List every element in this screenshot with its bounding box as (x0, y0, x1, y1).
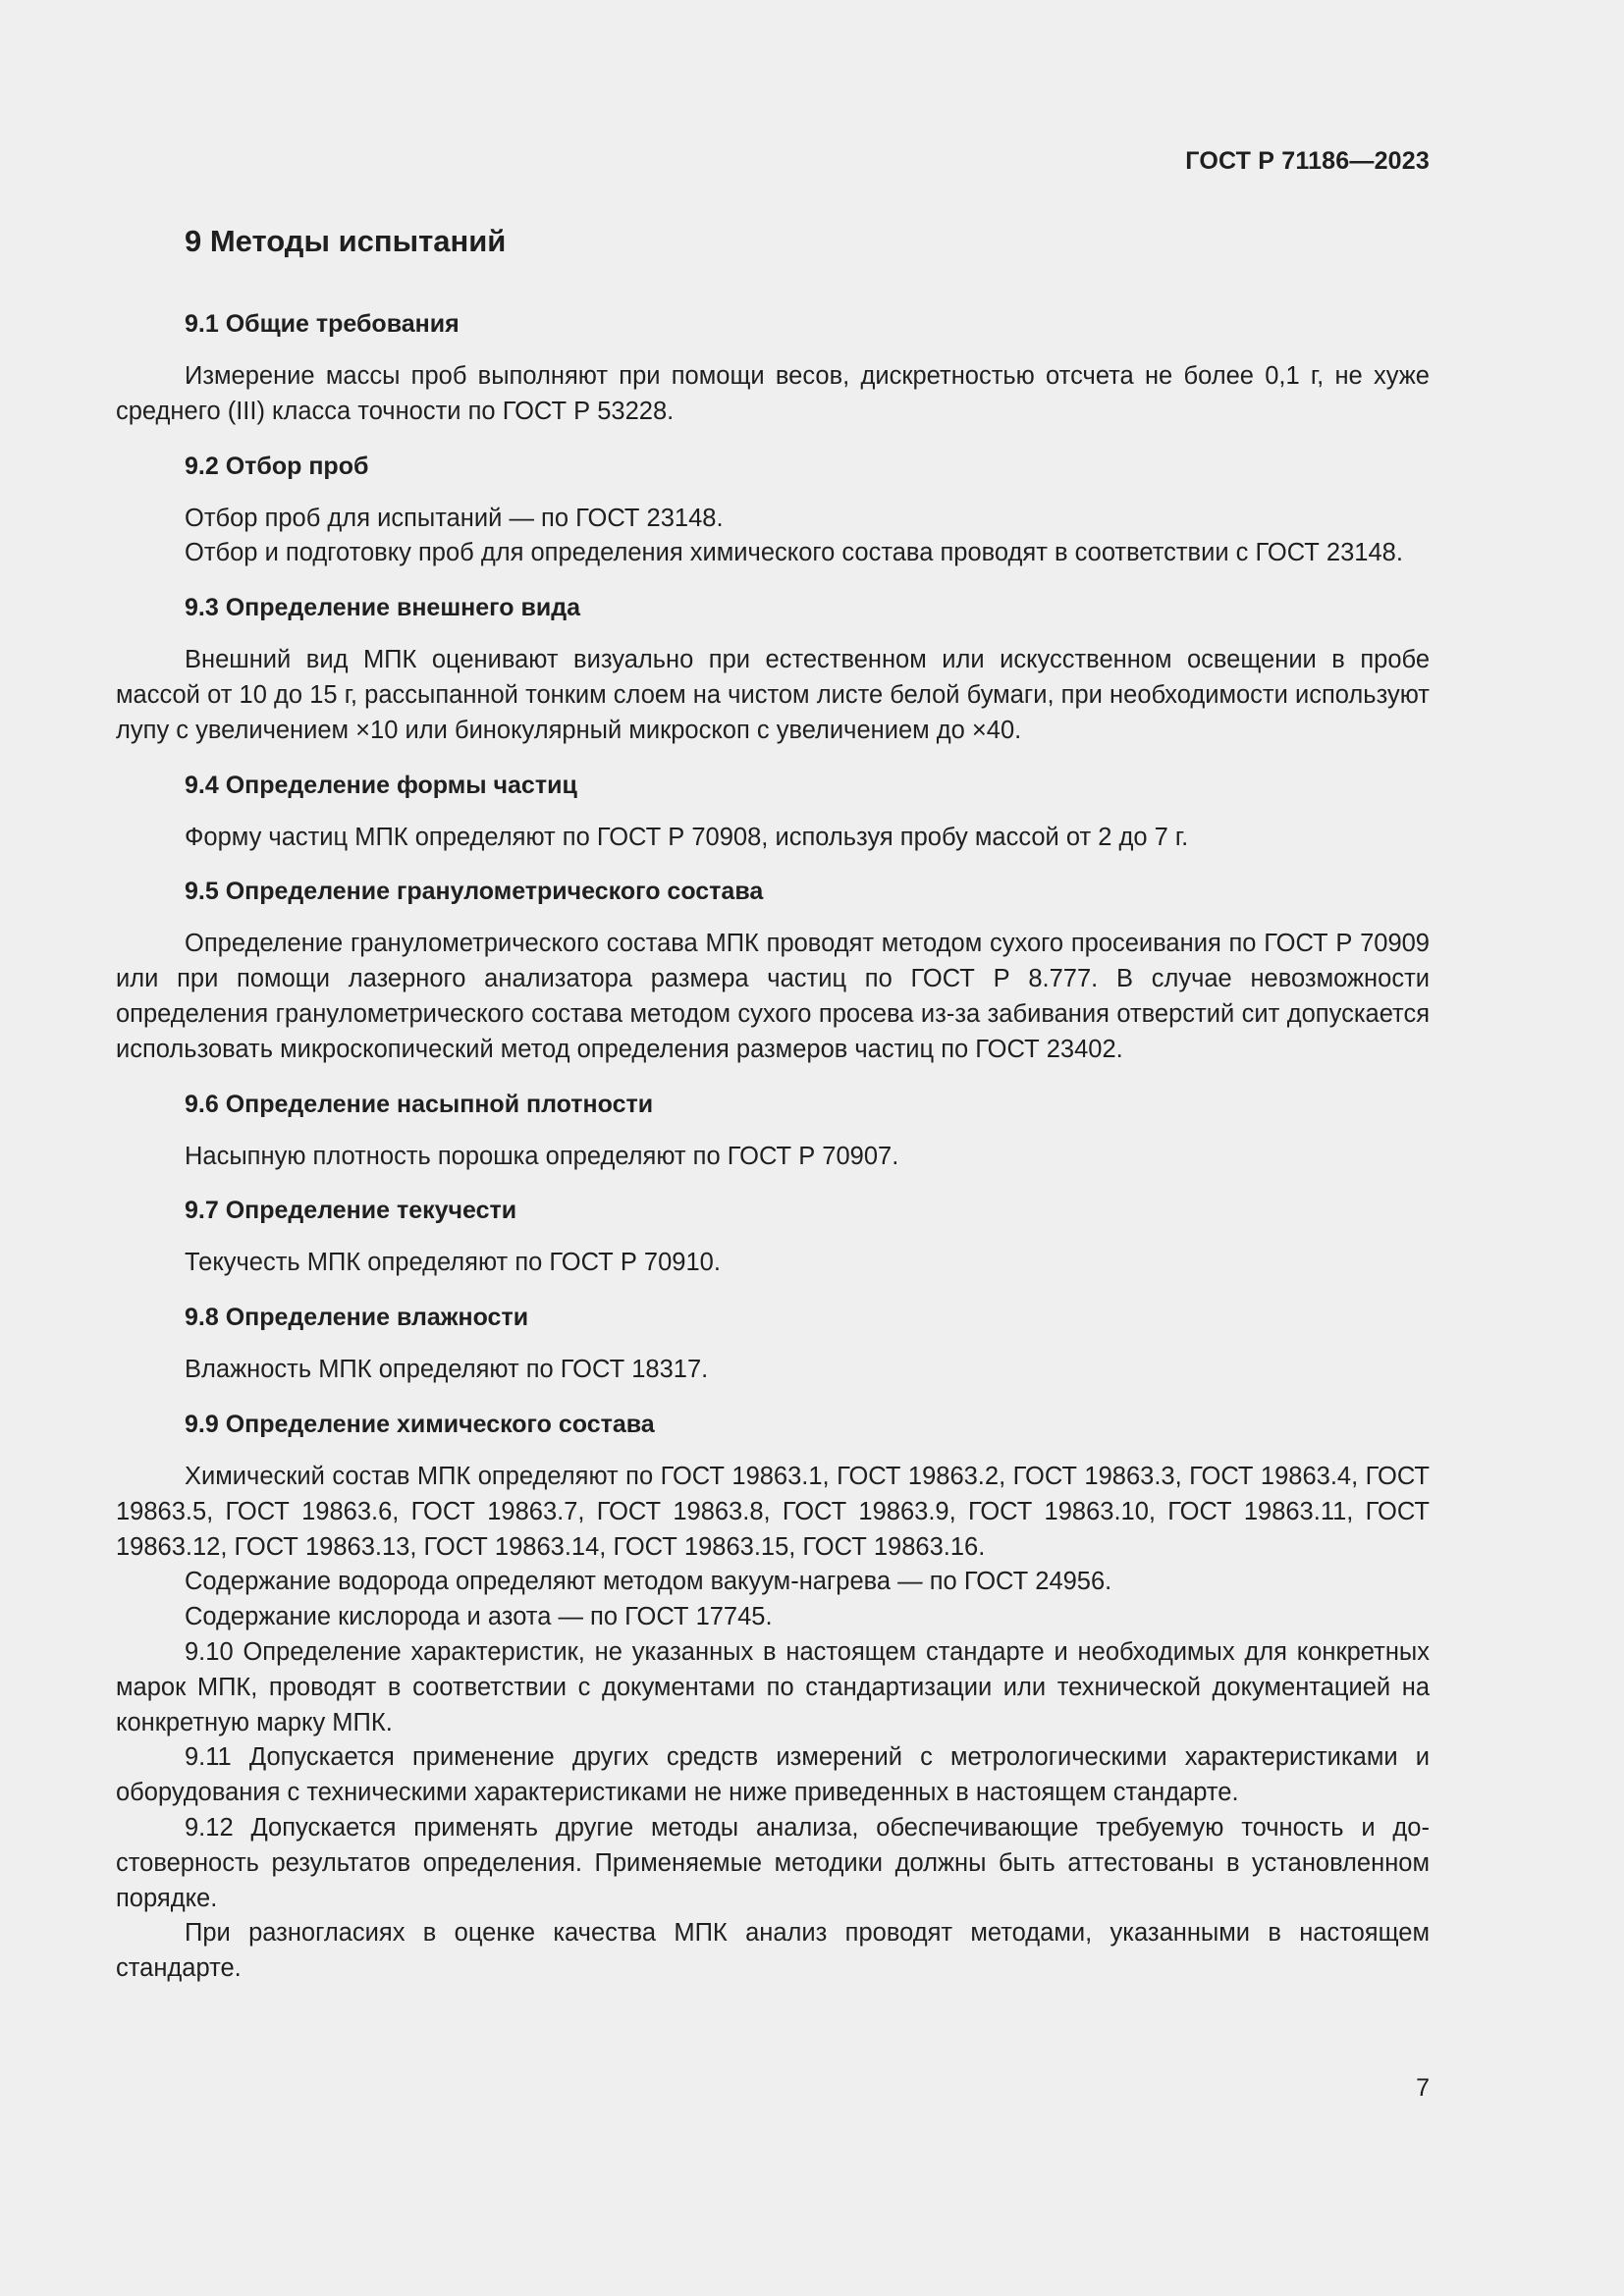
paragraph: Измерение массы проб выполняют при помощи весов, дискретностью отсчета не более 0,1 г, не хуже среднего (III) класса точности по ГОСТ Р 53228. (116, 362, 1430, 425)
section-heading: 9.4 Определение формы частиц (185, 771, 577, 799)
paragraph: Форму частиц МПК определяют по ГОСТ Р 70908, используя пробу массой от 2 до 7 г. (185, 823, 1189, 851)
chapter-title: 9 Методы испытаний (185, 224, 507, 258)
section-9-2 (116, 449, 1430, 572)
section-9-6 (116, 1087, 1430, 1175)
page-number: 7 (1416, 2074, 1430, 2102)
section-9-7 (116, 1193, 1430, 1281)
document-code-header: ГОСТ Р 71186—2023 (1185, 147, 1430, 175)
paragraph: 9.12 Допускается применять другие методы анализа, обеспечивающие требуемую точность и достоверность результатов определения. Применяемые методики должны быть аттестованы в установленном порядке. (116, 1813, 1430, 1912)
paragraph: Внешний вид МПК оценивают визуально при естественном или искусственном освещении в пробе массой от 10 до 15 г, рассыпанной тонким слоем на чистом листе белой бумаги, при необходимости используют лупу с увеличением ×10 или бинокулярный микроскоп с увеличением до ×40. (116, 646, 1430, 744)
section-heading: 9.9 Определение химического состава (185, 1410, 655, 1438)
paragraph: Химический состав МПК определяют по ГОСТ 19863.1, ГОСТ 19863.2, ГОСТ 19863.3, ГОСТ 19863.4, ГОСТ 19863.5, ГОСТ 19863.6, ГОСТ 19863.7, ГОСТ 19863.8, ГОСТ 19863.9, ГОСТ 19863.10, ГОСТ 19863.11, ГОСТ 19863.12, ГОСТ 19863.13, ГОСТ 19863.14, ГОСТ 19863.15, ГОСТ 19863.16. (116, 1462, 1430, 1561)
document-page (116, 0, 1430, 2296)
paragraph: Насыпную плотность порошка определяют по ГОСТ Р 70907. (185, 1142, 899, 1170)
document-body (116, 306, 1430, 2005)
section-9-9 (116, 1407, 1430, 1987)
section-heading: 9.1 Общие требования (185, 310, 460, 338)
paragraph: Влажность МПК определяют по ГОСТ 18317. (185, 1356, 709, 1384)
section-9-3 (116, 590, 1430, 748)
paragraph: 9.10 Определение характеристик, не указанных в настоящем стандарте и необходимых для конкретных марок МПК, проводят в соответствии с документами по стандартизации или технической документацией на конкретную марку МПК. (116, 1637, 1430, 1736)
section-9-5 (116, 874, 1430, 1067)
section-heading: 9.8 Определение влажности (185, 1304, 529, 1332)
section-heading: 9.2 Отбор проб (185, 452, 369, 480)
section-heading: 9.5 Определение гранулометрического состава (185, 878, 764, 906)
section-9-1 (116, 306, 1430, 430)
paragraph: Содержание кислорода и азота — по ГОСТ 17745. (185, 1603, 773, 1631)
section-9-8 (116, 1300, 1430, 1388)
paragraph: Отбор и подготовку проб для определения химического состава проводят в соответствии с ГОСТ 23148. (185, 539, 1403, 567)
paragraph: Содержание водорода определяют методом вакуум-нагрева — по ГОСТ 24956. (185, 1568, 1112, 1596)
section-heading: 9.7 Определение текучести (185, 1197, 517, 1225)
paragraph: Текучесть МПК определяют по ГОСТ Р 70910. (185, 1249, 721, 1277)
paragraph: Определение гранулометрического состава МПК проводят методом сухого просеивания по ГОСТ Р 70909 или при помощи лазерного анализатора размера частиц по ГОСТ Р 8.777. В случае невозможности определения гранулометрического состава методом сухого просева из-за забивания отверстий сит допускается использовать микроскопический метод определения размеров частиц по ГОСТ 23402. (116, 930, 1430, 1063)
section-heading: 9.3 Определение внешнего вида (185, 594, 580, 622)
section-9-4 (116, 768, 1430, 856)
section-heading: 9.6 Определение насыпной плотности (185, 1090, 654, 1118)
paragraph: Отбор проб для испытаний — по ГОСТ 23148. (185, 504, 724, 532)
paragraph: 9.11 Допускается применение других средств измерений с метрологическими характеристиками и оборудования с техническими характеристиками не ниже приведенных в настоящем стандарте. (116, 1743, 1430, 1807)
paragraph: При разногласиях в оценке качества МПК анализ проводят методами, указанными в настоящем стандарте. (116, 1919, 1430, 1983)
